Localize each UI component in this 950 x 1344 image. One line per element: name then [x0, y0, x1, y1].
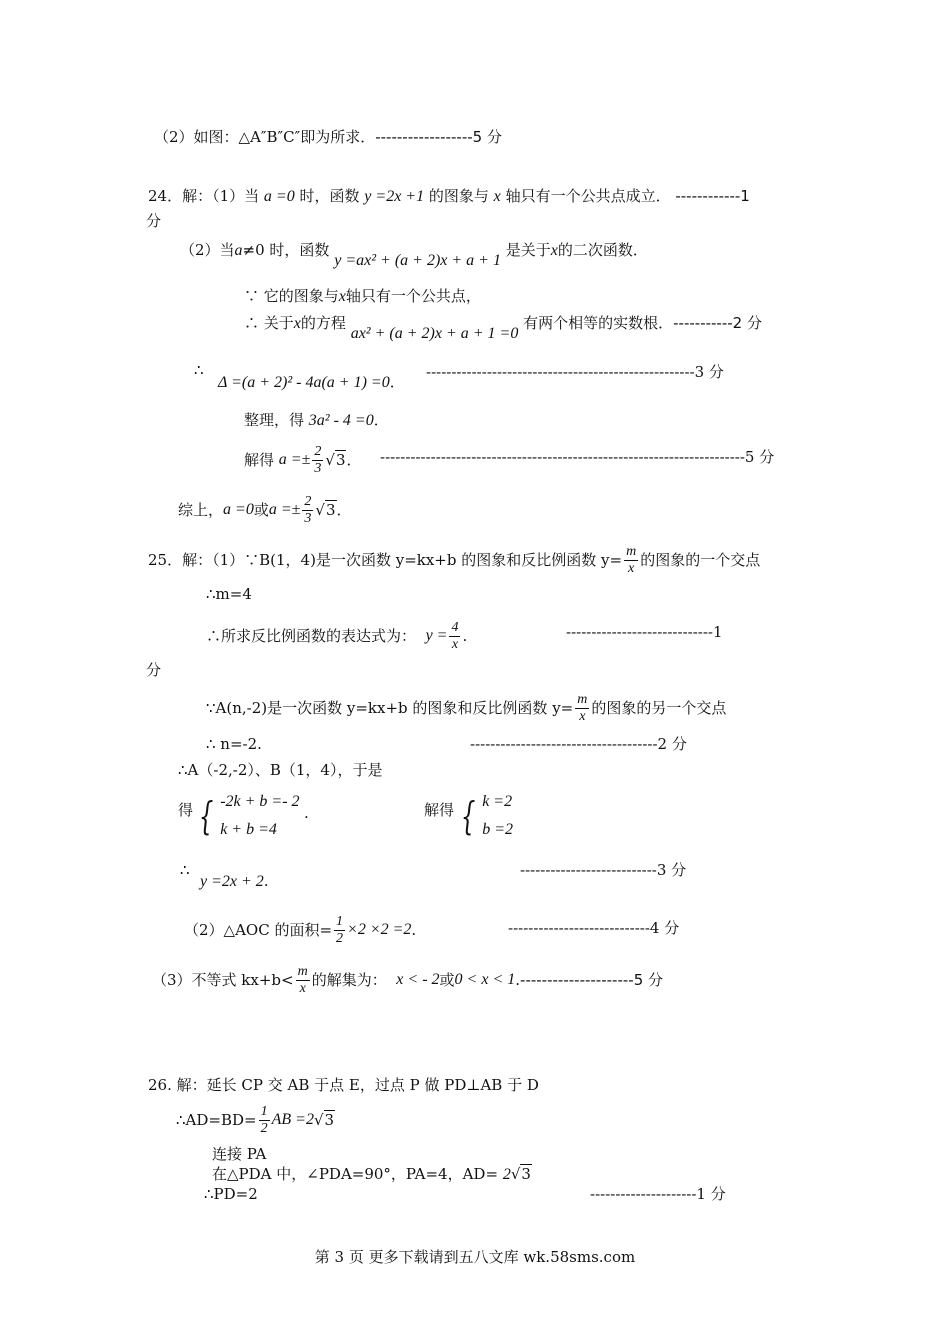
q24-therefore: [244, 313, 762, 342]
frac-den: 3: [314, 460, 322, 476]
sqrt-radicand: 3: [335, 451, 346, 469]
fraction-m-x: [624, 544, 638, 577]
q26-connect: 连接 PA: [212, 1145, 267, 1163]
frac-x-2: x: [451, 636, 459, 652]
frac-num-b: 2: [304, 493, 312, 509]
q25-n: ∴ n=-2.: [206, 735, 262, 753]
fraction-m-x-2: [575, 692, 589, 725]
q25-expr-score: -----------------------------1: [566, 623, 723, 641]
sys2-row1: k =2: [482, 793, 513, 810]
q24-therefore-text2: 的方程: [300, 314, 346, 332]
q24-therefore-text3: 有两个相等的实数根．: [523, 314, 674, 332]
q24-part2: [180, 240, 648, 269]
sqrt-radicand-c: 3: [324, 1111, 335, 1129]
q24-because-text: ∵ 它的图象与: [244, 287, 339, 305]
q25-head: [148, 540, 760, 580]
page-footer: 第 3 页 更多下载请到五八文库 wk.58sms.com: [314, 1248, 636, 1266]
math-tidy-eq: 3a² - 4 =0: [308, 412, 374, 429]
q25-area-text: （2）△AOC 的面积=: [184, 921, 333, 939]
math-a-pm: a =±: [278, 451, 311, 468]
fraction-2-3: [312, 444, 323, 477]
q24-line1-wrap: 分: [146, 212, 162, 230]
sys2-row2: b =2: [482, 821, 513, 838]
math-a-eq0b: a =0: [223, 501, 254, 518]
frac-2b: 2: [260, 1120, 268, 1136]
dot-4: .: [515, 971, 521, 989]
q25-ineq-score: ---------------------5 分: [520, 971, 664, 989]
frac-den-b: 3: [304, 510, 312, 526]
q24-or-text: 或: [253, 501, 269, 519]
q24-summary: [178, 490, 352, 530]
q24-head: 24．解：（1）当: [148, 187, 260, 205]
sqrt-3b: √3: [315, 501, 336, 519]
fraction-1-2b: [259, 1104, 270, 1137]
sqrt-3d: √3: [510, 1165, 531, 1183]
q24-line1: [148, 186, 750, 207]
q25-ineq-text: （3）不等式 kx+b<: [152, 971, 294, 989]
q24-tidy-text: 整理，得: [244, 411, 305, 429]
math-delta: Δ =(a + 2)² - 4a(a + 1) =0: [218, 374, 390, 391]
q26-ad-text: ∴AD=BD=: [176, 1111, 257, 1129]
q24-solve-text: 解得: [244, 451, 275, 469]
brace-1: {: [198, 794, 214, 838]
math-quad-eq: ax² + (a + 2)x + a + 1 =0: [350, 325, 519, 342]
math-x-2: x: [550, 242, 558, 259]
frac-x-4: x: [299, 980, 306, 996]
q23-part2-score: ------------------5 分: [375, 128, 502, 146]
frac-x: x: [628, 560, 635, 576]
q23-part2: [154, 127, 502, 147]
q25-A: [206, 688, 726, 728]
q24-because-text2: 轴只有一个公共点，: [345, 287, 481, 305]
frac-m-3: m: [297, 963, 308, 979]
frac-x-3: x: [579, 708, 586, 724]
q26-tri: [212, 1164, 532, 1185]
math-y-final: y =2x + 2: [200, 873, 264, 890]
math-area-tail: ×2 ×2 =2: [347, 921, 412, 938]
math-y-2x1: y =2x +1: [364, 188, 425, 205]
q26-pd-score: ---------------------1 分: [590, 1185, 726, 1203]
math-two-r3: 2: [305, 1111, 314, 1128]
q24-2d: 的二次函数．: [557, 241, 648, 259]
q24-therefore-text: ∴ 关于: [244, 314, 294, 332]
frac-1: 1: [336, 913, 344, 929]
q25-m: ∴m=4: [206, 585, 252, 603]
q25-head-tail: 的图象的一个交点: [640, 551, 761, 569]
q25-solve: 解得: [424, 801, 455, 819]
dot-2: .: [263, 872, 269, 890]
q25-head-text: 25．解：（1）∵B(1，4)是一次函数 y=kx+b 的图象和反比例函数 y=: [148, 551, 623, 569]
q24-text-c: 的图象与: [428, 187, 489, 205]
q24-solve-score: ------------------------------------------------------------------------5 分: [380, 448, 775, 466]
q24-2a: （2）当: [180, 241, 235, 259]
q25-A-tail: 的图象的另一个交点: [591, 699, 727, 717]
frac-m: m: [626, 543, 637, 559]
q24-2b: ≠0 时，函数: [242, 241, 330, 259]
q25-ineq: [152, 960, 663, 1000]
frac-1b: 1: [260, 1103, 268, 1119]
q25-n-score: -------------------------------------2 分: [470, 735, 687, 753]
q24-text-d: 轴只有一个公共点成立．: [505, 187, 671, 205]
dot-1: .: [462, 627, 468, 645]
brace-2: {: [460, 794, 476, 838]
q26-pd: ∴PD=2: [204, 1185, 258, 1203]
q25-y-score: ---------------------------3 分: [520, 861, 687, 879]
frac-num: 2: [314, 443, 322, 459]
q25-AB: ∴A（-2,-2）、B（1，4），于是: [178, 761, 383, 779]
math-x-4: x: [293, 315, 301, 332]
q24-therefore-score: -----------2 分: [673, 314, 762, 332]
period-4: ．: [336, 501, 352, 519]
math-a: a: [234, 242, 243, 259]
q25-therefore: ∴: [180, 861, 190, 879]
math-AB: AB =: [271, 1111, 306, 1128]
q24-tidy: [244, 410, 389, 431]
q26-head: 26. 解：延长 CP 交 AB 于点 E，过点 P 做 PD⊥AB 于 D: [148, 1076, 539, 1094]
math-a-pm2: a =±: [268, 501, 301, 518]
q24-sum-text: 综上，: [178, 501, 224, 519]
q24-delta: [218, 372, 405, 393]
sys1-row1: -2k + b =- 2: [220, 793, 300, 810]
math-two-r3b: 2: [502, 1166, 511, 1183]
math-a-eq-0: a =0: [263, 188, 295, 205]
sqrt-3c: √3: [313, 1111, 335, 1129]
frac-2: 2: [336, 930, 344, 946]
dot-3: .: [411, 921, 417, 939]
fraction-1-2: [334, 914, 345, 947]
q25-de: 得: [178, 801, 194, 819]
q25-expr-wrap: 分: [146, 661, 162, 679]
fraction-m-x-3: [296, 964, 310, 997]
q25-y: [200, 871, 269, 892]
q25-expr-text: ∴所求反比例函数的表达式为：: [206, 627, 417, 645]
q25-ineq-or: 或: [439, 971, 455, 989]
q25-area-score: ----------------------------4 分: [508, 919, 680, 937]
q24-2c: 是关于: [505, 241, 551, 259]
q25-ineq-mid: 的解集为：: [311, 971, 387, 989]
sys1-row2: k + b =4: [220, 821, 277, 838]
sqrt-3: √3: [325, 451, 346, 469]
q26-ad: [176, 1100, 335, 1140]
math-x: x: [493, 188, 501, 205]
period-2: ．: [373, 411, 389, 429]
math-x-3: x: [338, 288, 346, 305]
math-ineq2: 0 < x < 1: [454, 971, 516, 988]
math-y-eq: y =: [425, 627, 448, 644]
q26-tri-text: 在△PDA 中，∠PDA=90°，PA=4，AD=: [212, 1165, 499, 1183]
q25-expr: [206, 614, 467, 658]
fraction-4-x: [449, 620, 460, 653]
sqrt-radicand-b: 3: [325, 501, 336, 519]
q23-part2-text: （2）如图：△A″B″C″即为所求．: [154, 128, 376, 146]
math-quad-fn: y =ax² + (a + 2)x + a + 1: [334, 252, 501, 269]
frac-4: 4: [451, 619, 459, 635]
q25-A-text: ∵A(n,-2)是一次函数 y=kx+b 的图象和反比例函数 y=: [206, 699, 574, 717]
q24-therefore-symbol: ∴: [194, 361, 204, 379]
fraction-2-3b: [302, 494, 313, 527]
q24-line1-score: ------------1: [675, 187, 750, 205]
sys1-dot: .: [304, 804, 309, 822]
q24-solve: [244, 440, 362, 480]
sqrt-radicand-d: 3: [521, 1165, 531, 1183]
frac-m-2: m: [577, 691, 588, 707]
period-1: ．: [389, 373, 405, 391]
period-3: ．: [346, 451, 362, 469]
math-ineq1: x < - 2: [396, 971, 440, 988]
system-1: [194, 788, 300, 844]
q25-area: [184, 910, 416, 950]
q24-delta-score: -----------------------------------------------------3 分: [426, 363, 724, 381]
q24-because: [244, 286, 481, 307]
q24-text-b: 时，函数: [299, 187, 360, 205]
system-2: [456, 788, 513, 844]
